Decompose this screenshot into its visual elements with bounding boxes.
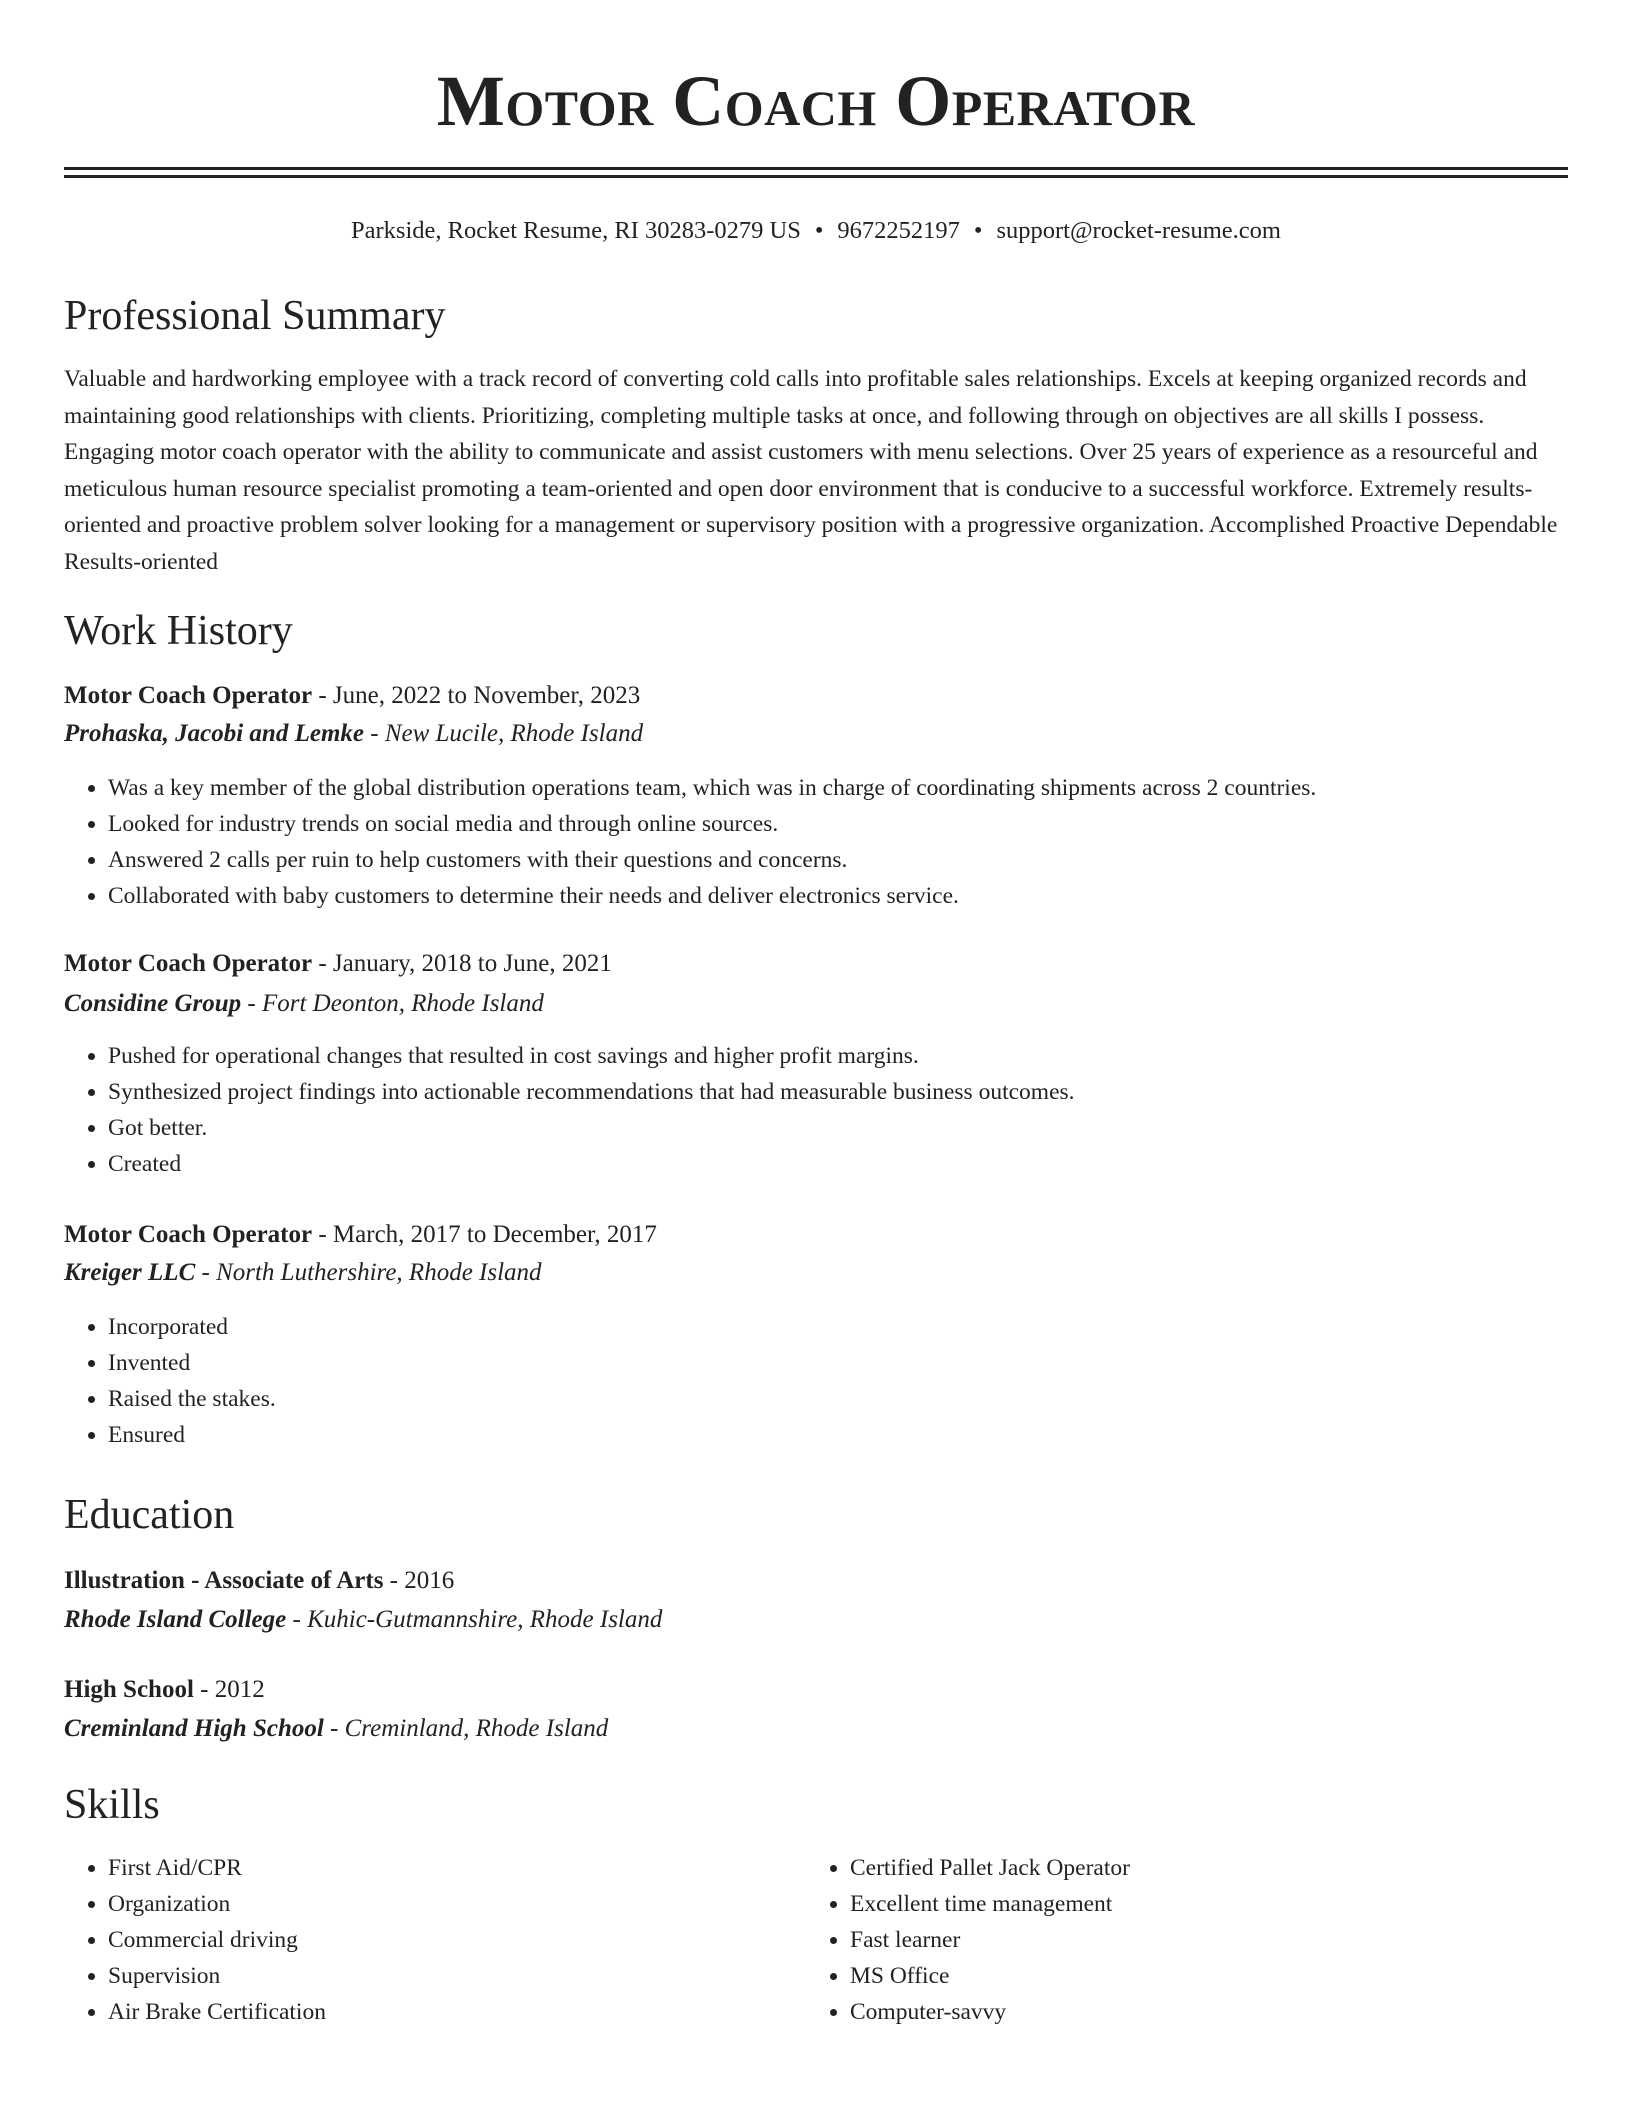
contact-address: Parkside, Rocket Resume, RI 30283-0279 US bbox=[351, 217, 801, 244]
skills-heading: Skills bbox=[64, 1782, 160, 1828]
list-item: • Incorporated bbox=[108, 1309, 276, 1345]
job-location: Fort Deonton, Rhode Island bbox=[261, 990, 544, 1017]
job-bullets bbox=[64, 1038, 1075, 1182]
job-dates: March, 2017 to December, 2017 bbox=[332, 1221, 657, 1248]
job-company-line: Prohaska, Jacobi and Lemke - New Lucile, Rhode Island bbox=[64, 720, 644, 747]
list-item: • Ensured bbox=[108, 1417, 276, 1453]
list-item: • Excellent time management bbox=[850, 1886, 1130, 1922]
job-company-line: Considine Group - Fort Deonton, Rhode Island bbox=[64, 990, 544, 1017]
education-school: Rhode Island College bbox=[64, 1606, 287, 1633]
job-location: North Luthershire, Rhode Island bbox=[216, 1259, 542, 1286]
skills-list-right bbox=[806, 1850, 1130, 2030]
job-location: New Lucile, Rhode Island bbox=[384, 720, 644, 747]
list-item: • Invented bbox=[108, 1345, 276, 1381]
list-item: • Raised the stakes. bbox=[108, 1381, 276, 1417]
education-degree-line: High School - 2012 bbox=[64, 1676, 265, 1703]
job-company: Kreiger LLC bbox=[64, 1259, 196, 1286]
contact-separator: • bbox=[814, 217, 824, 244]
education-school-line: Creminland High School - Creminland, Rhode Island bbox=[64, 1715, 609, 1742]
skills-list-left bbox=[64, 1850, 326, 2030]
list-item: • Commercial driving bbox=[108, 1922, 326, 1958]
job-company: Prohaska, Jacobi and Lemke bbox=[64, 720, 364, 747]
contact-email: support@rocket-resume.com bbox=[996, 217, 1281, 244]
list-item: • Got better. bbox=[108, 1110, 1075, 1146]
job-title: Motor Coach Operator bbox=[64, 950, 313, 977]
list-item: • MS Office bbox=[850, 1958, 1130, 1994]
title-rule-top bbox=[64, 167, 1568, 170]
list-item: • Pushed for operational changes that resulted in cost savings and higher profit margins. bbox=[108, 1038, 1075, 1074]
education-school-line: Rhode Island College - Kuhic-Gutmannshire, Rhode Island bbox=[64, 1606, 663, 1633]
job-title-line: Motor Coach Operator - January, 2018 to June, 2021 bbox=[64, 950, 612, 977]
resume-title: Motor Coach Operator bbox=[436, 61, 1196, 141]
education-heading: Education bbox=[64, 1492, 235, 1538]
job-bullets bbox=[64, 1309, 276, 1453]
job-dates: June, 2022 to November, 2023 bbox=[332, 682, 641, 709]
job-title: Motor Coach Operator bbox=[64, 682, 313, 709]
job-title-line: Motor Coach Operator - June, 2022 to November, 2023 bbox=[64, 682, 641, 709]
education-location: Creminland, Rhode Island bbox=[344, 1715, 609, 1742]
list-item: • Looked for industry trends on social media and through online sources. bbox=[108, 806, 1316, 842]
job-dates: January, 2018 to June, 2021 bbox=[332, 950, 612, 977]
list-item: • Computer-savvy bbox=[850, 1994, 1130, 2030]
list-item: • Was a key member of the global distribution operations team, which was in charge of coordinating shipments across 2 countries. bbox=[108, 770, 1316, 806]
summary-heading: Professional Summary bbox=[64, 293, 446, 339]
job-title: Motor Coach Operator bbox=[64, 1221, 313, 1248]
list-item: • Collaborated with baby customers to determine their needs and deliver electronics service. bbox=[108, 878, 1316, 914]
job-title-line: Motor Coach Operator - March, 2017 to December, 2017 bbox=[64, 1221, 657, 1248]
contact-separator: • bbox=[973, 217, 983, 244]
education-year: 2012 bbox=[214, 1676, 265, 1703]
work-history-heading: Work History bbox=[64, 608, 293, 654]
education-degree: High School bbox=[64, 1676, 194, 1703]
list-item: • Synthesized project findings into actionable recommendations that had measurable business outcomes. bbox=[108, 1074, 1075, 1110]
list-item: • Certified Pallet Jack Operator bbox=[850, 1850, 1130, 1886]
job-company: Considine Group bbox=[64, 990, 242, 1017]
education-year: 2016 bbox=[404, 1567, 455, 1594]
education-location: Kuhic-Gutmannshire, Rhode Island bbox=[307, 1606, 663, 1633]
list-item: • Answered 2 calls per ruin to help customers with their questions and concerns. bbox=[108, 842, 1316, 878]
summary-text: Valuable and hardworking employee with a track record of converting cold calls into profitable sales relationships. Excels at keeping organized records and maintaining good relationships with clients. Prioritizing, completing multiple tasks at once, and following through on objectives are all skills I possess. Engaging motor coach operator with the ability to communicate and assist customers with menu selections. Over 25 years of experience as a resourceful and meticulous human resource specialist promoting a team-oriented and open door environment that is conducive to a successful workforce. Extremely results-oriented and proactive problem solver looking for a management or supervisory position with a progressive organization. Accomplished Proactive Dependable Results-oriented bbox=[64, 366, 1558, 575]
contact-phone: 9672252197 bbox=[837, 217, 960, 244]
list-item: • First Aid/CPR bbox=[108, 1850, 326, 1886]
list-item: • Fast learner bbox=[850, 1922, 1130, 1958]
contact-line bbox=[64, 214, 1568, 248]
education-degree-line: Illustration - Associate of Arts - 2016 bbox=[64, 1567, 455, 1594]
list-item: • Organization bbox=[108, 1886, 326, 1922]
list-item: • Supervision bbox=[108, 1958, 326, 1994]
education-school: Creminland High School bbox=[64, 1715, 324, 1742]
title-rule-bottom bbox=[64, 175, 1568, 178]
list-item: • Created bbox=[108, 1146, 1075, 1182]
job-bullets bbox=[64, 770, 1316, 914]
job-company-line: Kreiger LLC - North Luthershire, Rhode Island bbox=[64, 1259, 542, 1286]
education-degree: Illustration - Associate of Arts bbox=[64, 1567, 384, 1594]
list-item: • Air Brake Certification bbox=[108, 1994, 326, 2030]
